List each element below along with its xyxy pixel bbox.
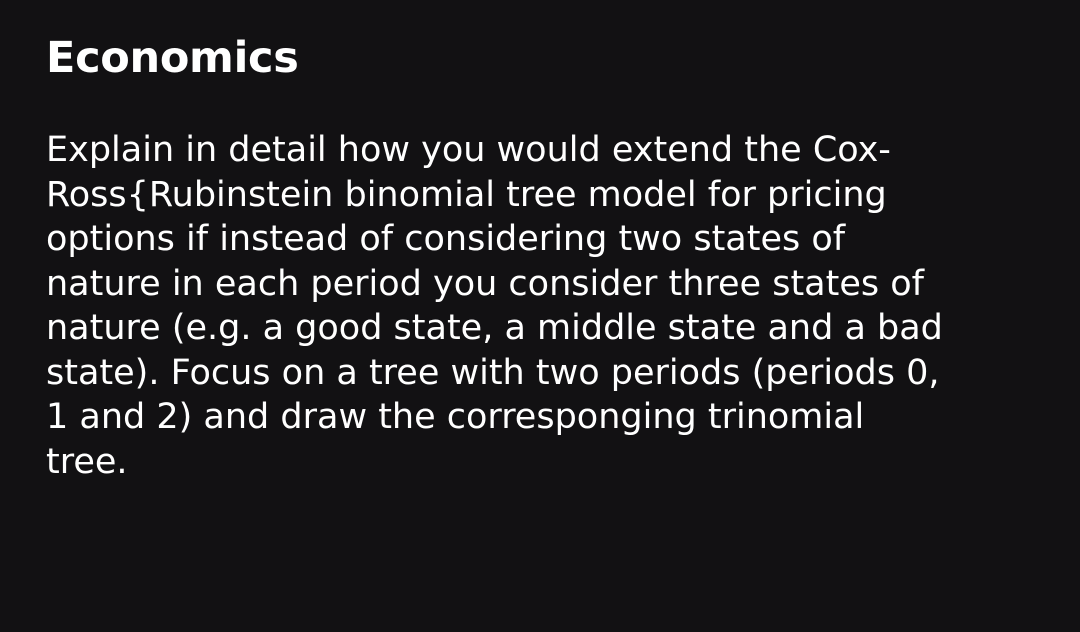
question-line: Ross{Rubinstein binomial tree model for pricing (46, 174, 887, 215)
question-line: state). Focus on a tree with two periods (periods 0, (46, 352, 940, 393)
question-line: 1 and 2) and draw the corresponging trinomial (46, 397, 865, 437)
question-line: nature (e.g. a good state, a middle state and a bad (46, 308, 943, 348)
subject-title: Economics (46, 33, 299, 83)
question-line: options if instead of considering two states of (46, 219, 846, 259)
question-line: tree. (46, 441, 128, 482)
question-line: Explain in detail how you would extend the Cox- (46, 130, 891, 170)
question-line: nature in each period you consider three states of (46, 263, 924, 304)
question-text (46, 128, 943, 484)
